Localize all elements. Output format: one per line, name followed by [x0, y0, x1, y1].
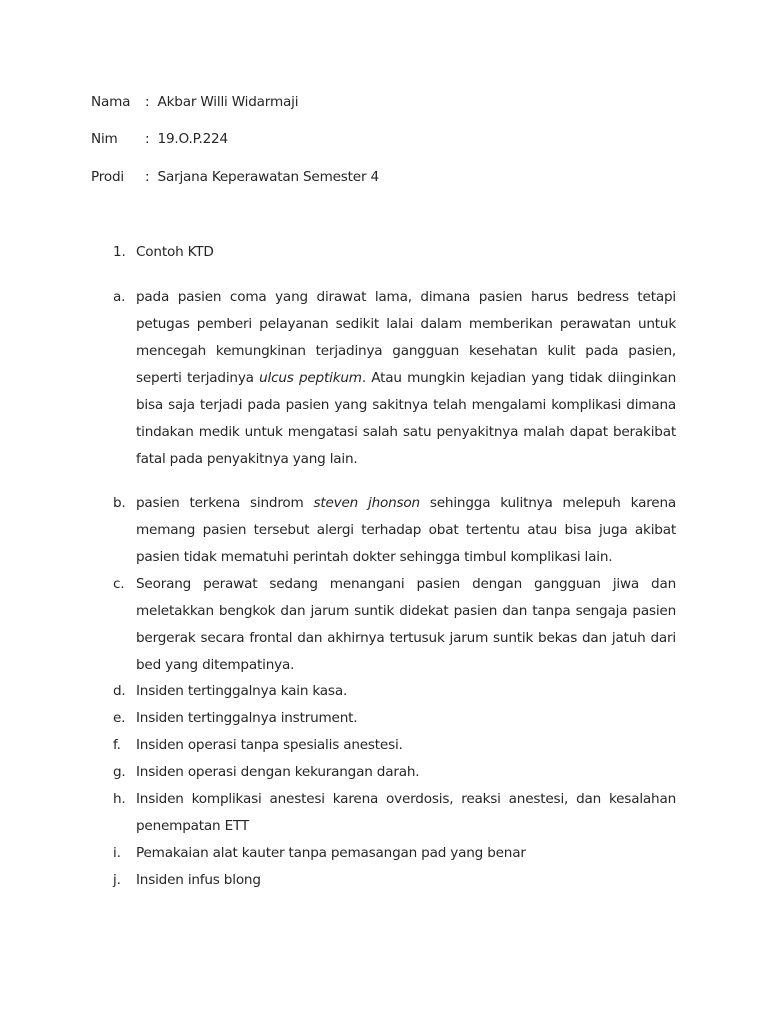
list-item-marker: d.	[113, 683, 126, 699]
list-item-marker: e.	[113, 710, 126, 726]
list-item-text: Pemakaian alat kauter tanpa pemasangan pad yang benar	[136, 845, 526, 861]
list-item-text: Insiden komplikasi anestesi karena overdosis, reaksi anestesi, dan kesalahan penempatan ETT	[136, 791, 676, 834]
list-item-marker: b.	[113, 495, 126, 511]
list-item-marker: j.	[113, 872, 121, 888]
list-item	[113, 678, 676, 705]
prodi-value: Sarjana Keperawatan Semester 4	[157, 169, 379, 185]
list-item	[113, 705, 676, 732]
nim-value: 19.O.P.224	[157, 131, 228, 147]
list-item	[113, 284, 676, 473]
header-prodi	[91, 167, 379, 187]
list-item-marker: g.	[113, 764, 126, 780]
list-item	[113, 759, 676, 786]
list-item-text: Seorang perawat sedang menangani pasien dengan gangguan jiwa dan meletakkan bengkok dan jarum suntik didekat pasien dan tanpa sengaja pasien bergerak secara frontal dan akhirnya tertusuk jarum suntik bekas dan jatuh dari bed yang ditempatinya.	[136, 576, 676, 673]
prodi-separator: :	[145, 169, 150, 185]
nim-label: Nim	[91, 131, 118, 147]
prodi-label: Prodi	[91, 169, 124, 185]
question-title: Contoh KTD	[136, 244, 214, 260]
list-item	[113, 732, 676, 759]
list-item	[113, 840, 676, 867]
list-item	[113, 867, 676, 894]
list-item-marker: i.	[113, 845, 121, 861]
list-item-text: pada pasien coma yang dirawat lama, dimana pasien harus bedress tetapi petugas pemberi pelayanan sedikit lalai dalam memberikan perawatan untuk mencegah kemungkinan terjadinya gangguan kesehatan kulit pada pasien, seperti terjadinya ulcus peptikum. Atau mungkin kejadian yang tidak diinginkan bisa saja terjadi pada pasien yang sakitnya telah mengalami komplikasi dimana tindakan medik untuk mengatasi salah satu penyakitnya malah dapat berakibat fatal pada penyakitnya yang lain.	[136, 289, 676, 467]
question-number: 1.	[113, 244, 126, 260]
list-item	[113, 786, 676, 840]
list-item-text: Insiden infus blong	[136, 872, 261, 888]
italic-term: steven jhonson	[313, 495, 420, 511]
list-item-marker: h.	[113, 791, 126, 807]
list-item-marker: f.	[113, 737, 121, 753]
list-item	[113, 571, 676, 679]
nama-label: Nama	[91, 94, 131, 110]
header-nim	[91, 129, 228, 149]
list-item-text: Insiden operasi tanpa spesialis anestesi.	[136, 737, 403, 753]
list-item-marker: c.	[113, 576, 125, 592]
list-item-text: Insiden operasi dengan kekurangan darah.	[136, 764, 420, 780]
question-heading	[113, 242, 214, 262]
list-item	[113, 490, 676, 571]
list-item-text: Insiden tertinggalnya kain kasa.	[136, 683, 348, 699]
list-item-text: Insiden tertinggalnya instrument.	[136, 710, 358, 726]
nim-separator: :	[145, 131, 150, 147]
nama-separator: :	[145, 94, 150, 110]
nama-value: Akbar Willi Widarmaji	[157, 94, 299, 110]
list-item-text: pasien terkena sindrom steven jhonson sehingga kulitnya melepuh karena memang pasien tersebut alergi terhadap obat tertentu atau bisa juga akibat pasien tidak mematuhi perintah dokter sehingga timbul komplikasi lain.	[136, 495, 677, 565]
header-nama	[91, 92, 298, 112]
italic-term: ulcus peptikum	[259, 370, 362, 386]
list-item-marker: a.	[113, 289, 126, 305]
